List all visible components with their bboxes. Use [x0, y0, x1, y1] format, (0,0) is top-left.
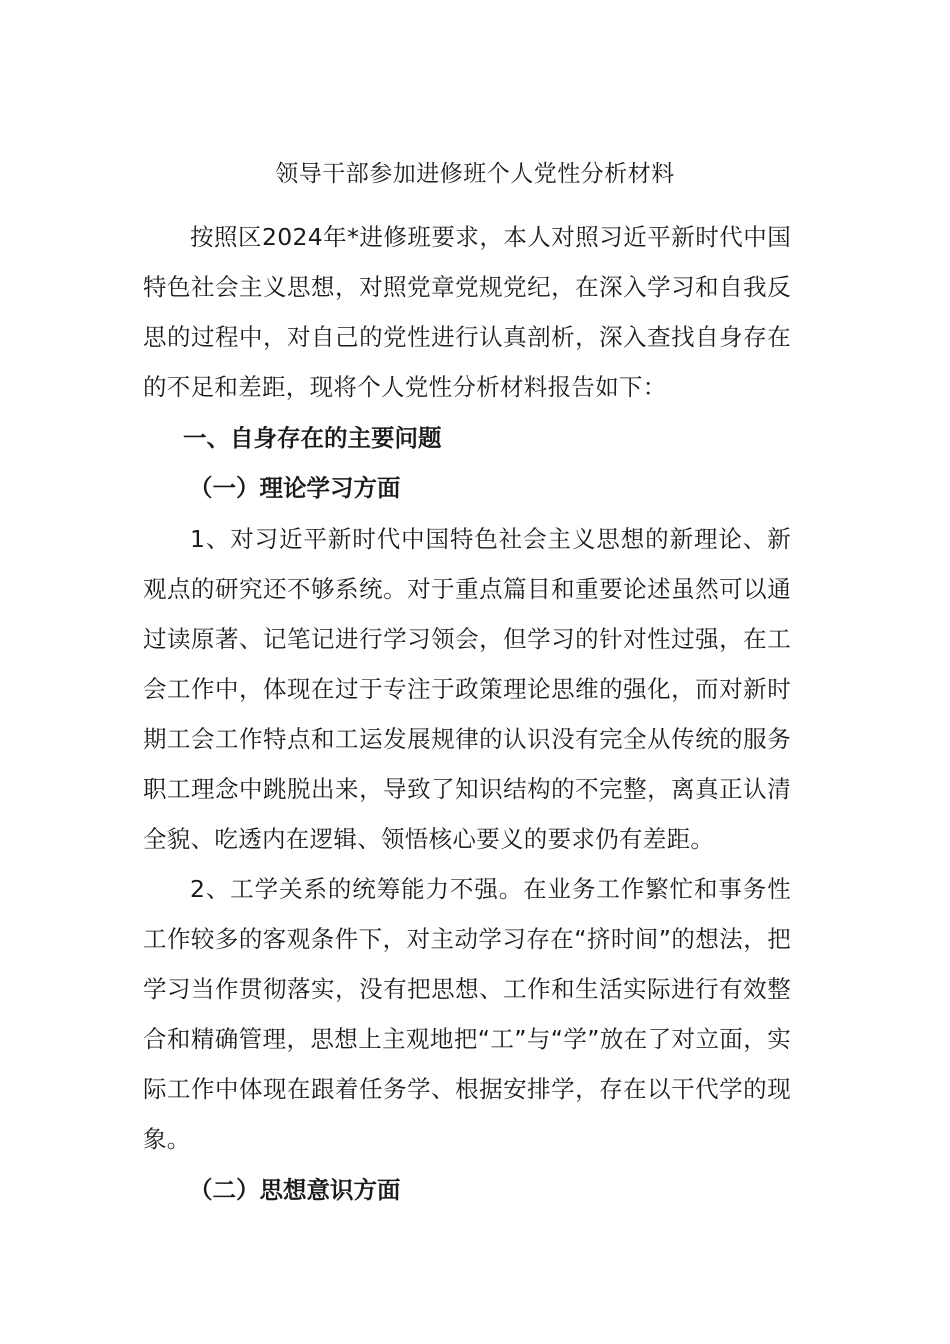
item-1-paragraph: 1、对习近平新时代中国特色社会主义思想的新理论、新观点的研究还不够系统。对于重点篇目和重要论述虽然可以通过读原著、记笔记进行学习领会，但学习的针对性过强，在工会工作中，体现在过于专注于政策理论思维的强化，而对新时期工会工作特点和工运发展规律的认识没有完全从传统的服务职工理念中跳脱出来，导致了知识结构的不完整，离真正认清全貌、吃透内在逻辑、领悟核心要义的要求仍有差距。 [143, 525, 791, 853]
document-title: 领导干部参加进修班个人党性分析材料 [275, 161, 675, 187]
intro-paragraph: 按照区2024年*进修班要求，本人对照习近平新时代中国特色社会主义思想，对照党章党规党纪，在深入学习和自我反思的过程中，对自己的党性进行认真剖析，深入查找自身存在的不足和差距，现将个人党性分析材料报告如下： [143, 223, 791, 401]
subsection-heading-theory-study: （一）理论学习方面 [189, 474, 401, 502]
item-2-paragraph: 2、工学关系的统筹能力不强。在业务工作繁忙和事务性工作较多的客观条件下，对主动学习存在“挤时间”的想法，把学习当作贯彻落实，没有把思想、工作和生活实际进行有效整合和精确管理，思想上主观地把“工”与“学”放在了对立面，实际工作中体现在跟着任务学、根据安排学，存在以干代学的现象。 [143, 875, 791, 1153]
subsection-heading-ideology: （二）思想意识方面 [189, 1176, 401, 1204]
section-heading-main-problems: 一、自身存在的主要问题 [183, 424, 442, 452]
